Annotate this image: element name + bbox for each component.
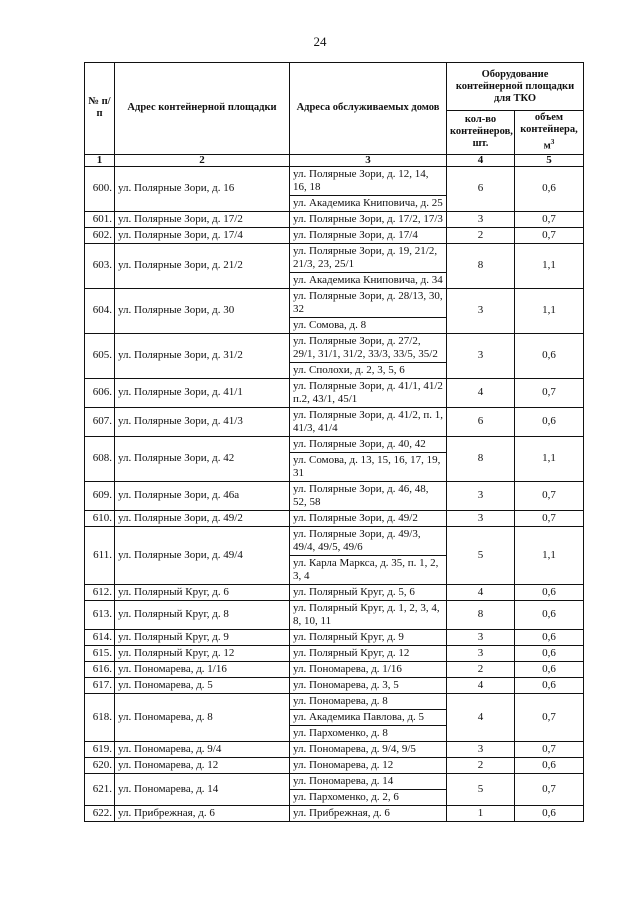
site-address: ул. Пономарева, д. 1/16 [115, 661, 290, 677]
header-num: № п/п [85, 63, 115, 155]
table-row [85, 677, 584, 693]
served-address: ул. Полярный Круг, д. 12 [290, 645, 447, 661]
site-address: ул. Полярные Зори, д. 17/4 [115, 227, 290, 243]
served-address: ул. Полярные Зори, д. 46, 48, 52, 58 [290, 481, 447, 510]
row-number: 613. [85, 600, 115, 629]
container-volume: 0,6 [515, 600, 584, 629]
site-address: ул. Пономарева, д. 12 [115, 757, 290, 773]
container-volume: 0,6 [515, 629, 584, 645]
container-count: 4 [447, 584, 515, 600]
row-number: 600. [85, 166, 115, 211]
site-address: ул. Пономарева, д. 9/4 [115, 741, 290, 757]
row-number: 616. [85, 661, 115, 677]
served-address: ул. Академика Павлова, д. 5 [290, 709, 447, 725]
table-row [85, 757, 584, 773]
row-number: 615. [85, 645, 115, 661]
site-address: ул. Полярный Круг, д. 8 [115, 600, 290, 629]
table-row [85, 333, 584, 362]
served-address: ул. Полярные Зори, д. 49/3, 49/4, 49/5, 49/6 [290, 526, 447, 555]
container-volume: 0,7 [515, 693, 584, 741]
row-number: 605. [85, 333, 115, 378]
table-row [85, 481, 584, 510]
served-address: ул. Полярные Зори, д. 41/1, 41/2 п.2, 43/1, 45/1 [290, 378, 447, 407]
container-count: 1 [447, 805, 515, 821]
served-address: ул. Полярные Зори, д. 19, 21/2, 21/3, 23, 25/1 [290, 243, 447, 272]
site-address: ул. Полярные Зори, д. 30 [115, 288, 290, 333]
table-header [85, 63, 584, 167]
served-address: ул. Полярный Круг, д. 9 [290, 629, 447, 645]
served-address: ул. Полярные Зори, д. 17/4 [290, 227, 447, 243]
row-number: 617. [85, 677, 115, 693]
row-number: 601. [85, 211, 115, 227]
container-count: 3 [447, 211, 515, 227]
served-address: ул. Пономарева, д. 3, 5 [290, 677, 447, 693]
header-count: кол-во контейнеров, шт. [447, 111, 515, 155]
served-address: ул. Полярные Зори, д. 12, 14, 16, 18 [290, 166, 447, 195]
table-row [85, 211, 584, 227]
container-volume: 1,1 [515, 526, 584, 584]
table-row [85, 600, 584, 629]
row-number: 614. [85, 629, 115, 645]
table-body [85, 166, 584, 821]
served-address: ул. Сполохи, д. 2, 3, 5, 6 [290, 362, 447, 378]
site-address: ул. Полярные Зори, д. 16 [115, 166, 290, 211]
container-count: 3 [447, 629, 515, 645]
table-row [85, 645, 584, 661]
row-number: 606. [85, 378, 115, 407]
table-row [85, 378, 584, 407]
container-volume: 0,6 [515, 407, 584, 436]
table-row [85, 407, 584, 436]
container-volume: 0,6 [515, 661, 584, 677]
header-volume: объем контейнера, $м^3$ [515, 111, 584, 155]
row-number: 610. [85, 510, 115, 526]
site-address: ул. Полярные Зори, д. 17/2 [115, 211, 290, 227]
column-index: 3 [290, 154, 447, 166]
container-count: 4 [447, 677, 515, 693]
container-count: 2 [447, 227, 515, 243]
row-number: 603. [85, 243, 115, 288]
container-volume: 1,1 [515, 288, 584, 333]
table-row [85, 693, 584, 709]
column-index-row [85, 154, 584, 166]
site-address: ул. Полярные Зори, д. 31/2 [115, 333, 290, 378]
page-number: 24 [313, 34, 327, 49]
container-count: 8 [447, 436, 515, 481]
site-address: ул. Полярные Зори, д. 42 [115, 436, 290, 481]
row-number: 602. [85, 227, 115, 243]
header-site-address: Адрес контейнерной площадки [115, 63, 290, 155]
site-address: ул. Полярные Зори, д. 49/4 [115, 526, 290, 584]
row-number: 620. [85, 757, 115, 773]
served-address: ул. Пономарева, д. 9/4, 9/5 [290, 741, 447, 757]
container-count: 6 [447, 407, 515, 436]
site-address: ул. Полярные Зори, д. 41/1 [115, 378, 290, 407]
container-count: 2 [447, 661, 515, 677]
table-row [85, 584, 584, 600]
container-count: 3 [447, 741, 515, 757]
served-address: ул. Пономарева, д. 12 [290, 757, 447, 773]
header-served-addresses: Адреса обслуживаемых домов [290, 63, 447, 155]
container-volume: 0,6 [515, 584, 584, 600]
served-address: ул. Академика Книповича, д. 34 [290, 272, 447, 288]
served-address: ул. Полярные Зори, д. 28/13, 30, 32 [290, 288, 447, 317]
served-address: ул. Сомова, д. 13, 15, 16, 17, 19, 31 [290, 452, 447, 481]
column-index: 1 [85, 154, 115, 166]
served-address: ул. Пономарева, д. 14 [290, 773, 447, 789]
container-count: 3 [447, 288, 515, 333]
container-volume: 0,6 [515, 805, 584, 821]
container-volume: 1,1 [515, 243, 584, 288]
container-count: 8 [447, 243, 515, 288]
container-volume: 0,7 [515, 510, 584, 526]
served-address: ул. Полярные Зори, д. 40, 42 [290, 436, 447, 452]
served-address: ул. Академика Книповича, д. 25 [290, 195, 447, 211]
site-address: ул. Полярный Круг, д. 6 [115, 584, 290, 600]
container-volume: 0,6 [515, 677, 584, 693]
container-count: 5 [447, 526, 515, 584]
site-address: ул. Полярные Зори, д. 46а [115, 481, 290, 510]
container-count: 4 [447, 693, 515, 741]
row-number: 619. [85, 741, 115, 757]
container-volume: 0,7 [515, 741, 584, 757]
container-volume: 0,7 [515, 773, 584, 805]
row-number: 612. [85, 584, 115, 600]
table-row [85, 227, 584, 243]
served-address: ул. Пономарева, д. 8 [290, 693, 447, 709]
container-count: 3 [447, 333, 515, 378]
container-volume: 0,6 [515, 645, 584, 661]
served-address: ул. Пархоменко, д. 2, 6 [290, 789, 447, 805]
container-count: 4 [447, 378, 515, 407]
container-count: 5 [447, 773, 515, 805]
row-number: 611. [85, 526, 115, 584]
served-address: ул. Полярные Зори, д. 17/2, 17/3 [290, 211, 447, 227]
container-count: 3 [447, 510, 515, 526]
table-row [85, 510, 584, 526]
table-row [85, 629, 584, 645]
row-number: 609. [85, 481, 115, 510]
table-row [85, 436, 584, 452]
container-volume: 1,1 [515, 436, 584, 481]
container-volume: 0,6 [515, 333, 584, 378]
table-row [85, 741, 584, 757]
row-number: 622. [85, 805, 115, 821]
site-address: ул. Полярный Круг, д. 12 [115, 645, 290, 661]
site-address: ул. Полярные Зори, д. 21/2 [115, 243, 290, 288]
row-number: 604. [85, 288, 115, 333]
served-address: ул. Сомова, д. 8 [290, 317, 447, 333]
container-volume: 0,6 [515, 757, 584, 773]
container-volume: 0,7 [515, 227, 584, 243]
row-number: 618. [85, 693, 115, 741]
container-volume: 0,7 [515, 211, 584, 227]
container-count: 6 [447, 166, 515, 211]
served-address: ул. Прибрежная, д. 6 [290, 805, 447, 821]
served-address: ул. Полярный Круг, д. 1, 2, 3, 4, 8, 10, 11 [290, 600, 447, 629]
header-equipment: Оборудование контейнерной площадки для ТКО [447, 63, 584, 111]
served-address: ул. Карла Маркса, д. 35, п. 1, 2, 3, 4 [290, 555, 447, 584]
site-address: ул. Прибрежная, д. 6 [115, 805, 290, 821]
container-count: 3 [447, 645, 515, 661]
container-count: 8 [447, 600, 515, 629]
container-sites-table [84, 62, 584, 822]
table-row [85, 243, 584, 272]
column-index: 5 [515, 154, 584, 166]
site-address: ул. Пономарева, д. 5 [115, 677, 290, 693]
table-row [85, 805, 584, 821]
column-index: 4 [447, 154, 515, 166]
table-row [85, 166, 584, 195]
served-address: ул. Пономарева, д. 1/16 [290, 661, 447, 677]
container-count: 3 [447, 481, 515, 510]
site-address: ул. Полярные Зори, д. 41/3 [115, 407, 290, 436]
table-row [85, 773, 584, 789]
served-address: ул. Полярные Зори, д. 49/2 [290, 510, 447, 526]
row-number: 607. [85, 407, 115, 436]
site-address: ул. Пономарева, д. 8 [115, 693, 290, 741]
site-address: ул. Полярный Круг, д. 9 [115, 629, 290, 645]
served-address: ул. Полярные Зори, д. 27/2, 29/1, 31/1, 31/2, 33/3, 33/5, 35/2 [290, 333, 447, 362]
column-index: 2 [115, 154, 290, 166]
container-count: 2 [447, 757, 515, 773]
served-address: ул. Пархоменко, д. 8 [290, 725, 447, 741]
table-row [85, 526, 584, 555]
container-volume: 0,7 [515, 481, 584, 510]
table-row [85, 288, 584, 317]
row-number: 621. [85, 773, 115, 805]
site-address: ул. Полярные Зори, д. 49/2 [115, 510, 290, 526]
container-volume: 0,7 [515, 378, 584, 407]
row-number: 608. [85, 436, 115, 481]
container-volume: 0,6 [515, 166, 584, 211]
served-address: ул. Полярный Круг, д. 5, 6 [290, 584, 447, 600]
table-row [85, 661, 584, 677]
served-address: ул. Полярные Зори, д. 41/2, п. 1, 41/3, 41/4 [290, 407, 447, 436]
site-address: ул. Пономарева, д. 14 [115, 773, 290, 805]
